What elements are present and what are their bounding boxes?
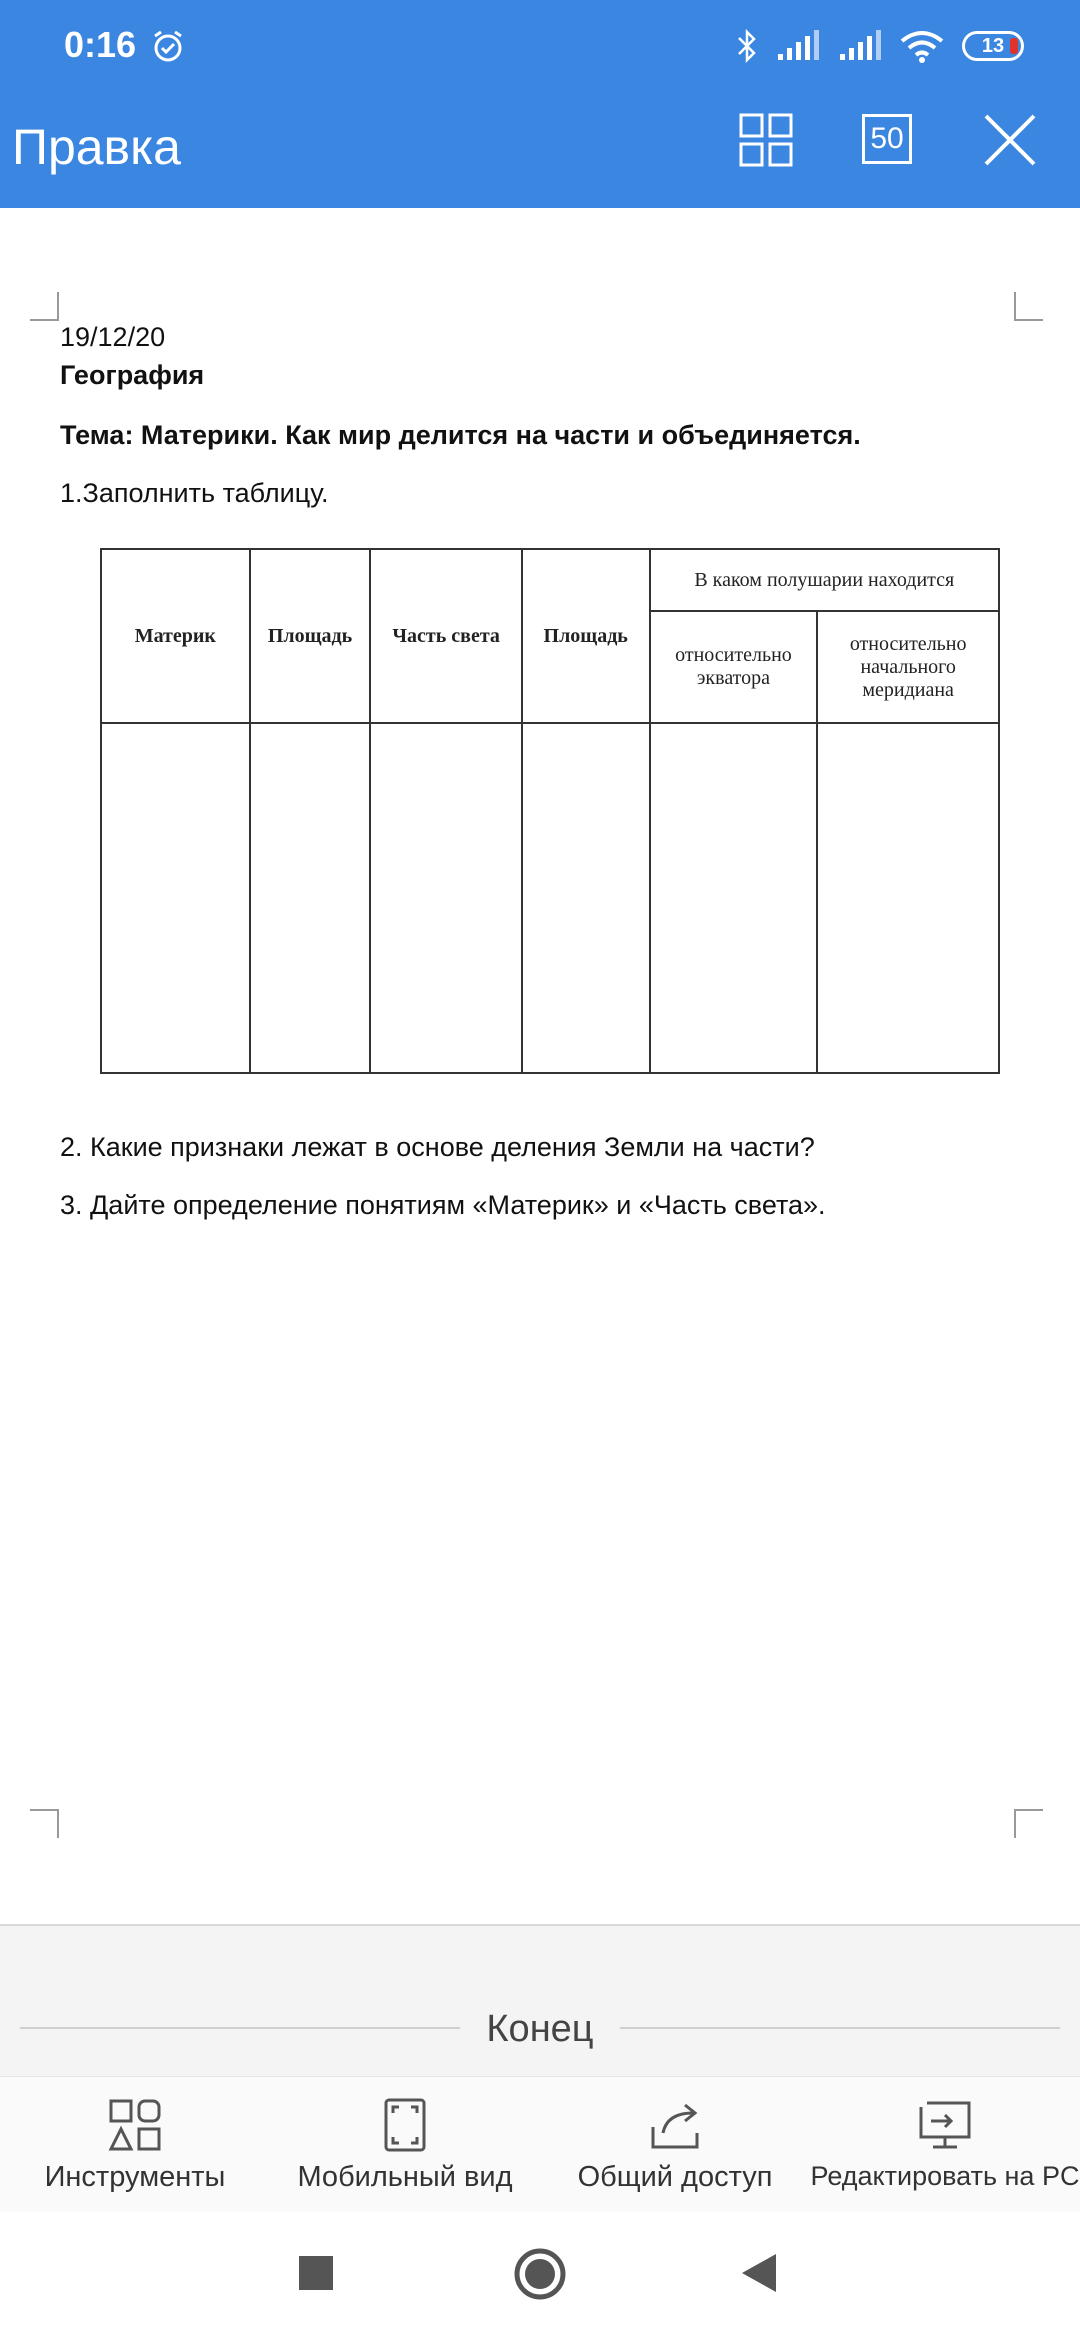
alarm-icon (150, 28, 186, 64)
header-relative-equator: относительно экватора (650, 611, 818, 723)
zoom-level-button[interactable] (862, 114, 912, 164)
doc-date: 19/12/20 (60, 322, 166, 352)
mobile-view-label: Мобильный вид (297, 2161, 513, 2193)
status-time: 0:16 (64, 24, 137, 65)
app-header (0, 0, 1080, 208)
end-of-document-area (0, 1924, 1080, 2078)
header-part-of-world: Часть света (370, 549, 521, 723)
doc-subject: География (60, 360, 205, 390)
table-cell[interactable] (817, 723, 999, 1073)
table-cell[interactable] (101, 723, 250, 1073)
edit-on-pc-label: Редактировать на PC (810, 2161, 1080, 2191)
status-icons (736, 26, 1024, 66)
header-relative-meridian: относительно начального меридиана (817, 611, 999, 723)
tools-icon (107, 2097, 163, 2153)
bluetooth-icon (736, 29, 758, 63)
header-continent: Материк (101, 549, 250, 723)
close-icon[interactable] (982, 112, 1038, 168)
crop-mark-top-right (1013, 292, 1043, 322)
grid-view-icon[interactable] (738, 112, 794, 168)
bottom-toolbar (0, 2076, 1080, 2213)
signal-icon-1 (776, 30, 820, 62)
signal-icon-2 (838, 30, 882, 62)
home-icon[interactable] (514, 2248, 566, 2300)
battery-level: 13 (981, 34, 1005, 57)
doc-task-3: 3. Дайте определение понятиям «Материк» и «Часть света». (60, 1190, 826, 1220)
mobile-view-button[interactable] (270, 2077, 540, 2213)
header-area-1: Площадь (250, 549, 371, 723)
zoom-level: 50 (870, 122, 904, 155)
doc-topic: Тема: Материки. Как мир делится на части и объединяется. (60, 420, 861, 450)
crop-mark-top-left (30, 292, 60, 322)
tools-button[interactable] (0, 2077, 270, 2213)
share-button[interactable] (540, 2077, 810, 2213)
doc-task-2: 2. Какие признаки лежат в основе деления Земли на части? (60, 1132, 815, 1162)
header-area-2: Площадь (522, 549, 650, 723)
table-row (101, 723, 999, 1073)
recents-icon[interactable] (299, 2256, 333, 2290)
header-hemisphere: В каком полушарии находится (650, 549, 999, 611)
mobile-view-icon (383, 2097, 427, 2153)
wifi-icon (900, 29, 944, 63)
share-label: Общий доступ (577, 2161, 773, 2193)
tools-label: Инструменты (44, 2161, 226, 2193)
table-cell[interactable] (370, 723, 521, 1073)
doc-task-1: 1.Заполнить таблицу. (60, 478, 329, 508)
table-cell[interactable] (650, 723, 818, 1073)
battery-indicator (962, 31, 1024, 61)
back-icon[interactable] (742, 2254, 776, 2292)
crop-mark-bottom-left (30, 1808, 60, 1838)
table-cell[interactable] (250, 723, 371, 1073)
page-title: Правка (12, 119, 181, 175)
edit-on-pc-button[interactable] (810, 2077, 1080, 2213)
system-nav-bar (0, 2212, 1080, 2340)
edit-on-pc-icon (917, 2097, 973, 2153)
end-label: Конец (486, 2008, 594, 2050)
geography-table (100, 548, 1000, 1074)
crop-mark-bottom-right (1013, 1808, 1043, 1838)
share-icon (647, 2097, 703, 2153)
table-cell[interactable] (522, 723, 650, 1073)
